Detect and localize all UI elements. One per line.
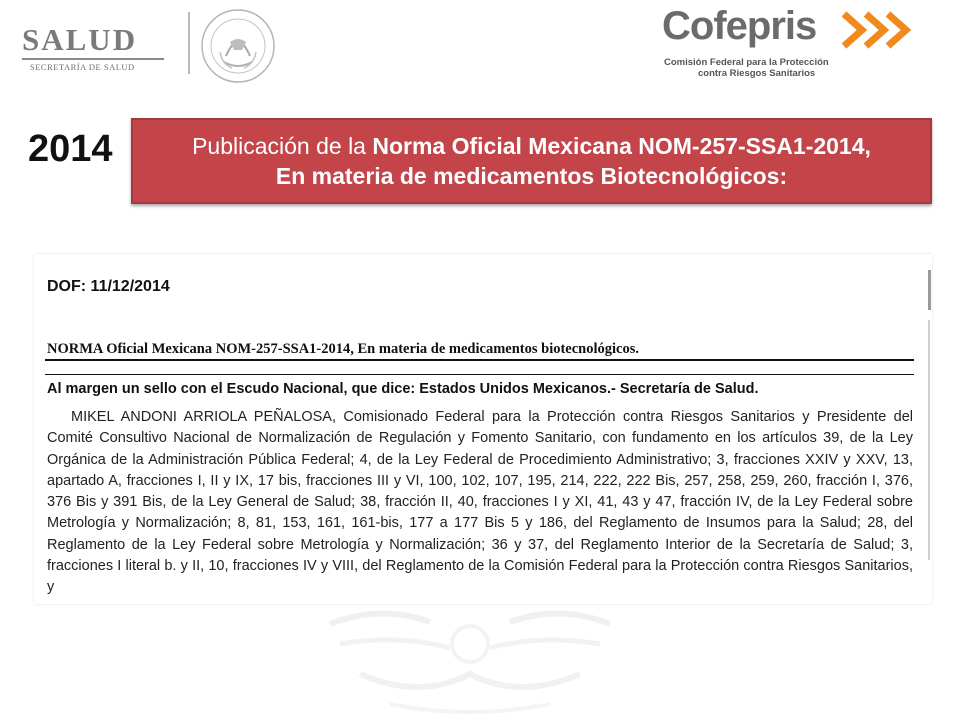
salud-logo-subtitle: SECRETARÍA DE SALUD (30, 62, 135, 72)
year-label: 2014 (28, 128, 113, 170)
cofepris-logo-word: Cofepris (662, 4, 817, 48)
dof-date: DOF: 11/12/2014 (47, 278, 170, 295)
banner-line1 (133, 131, 930, 161)
banner-subject: En materia de medicamentos Biotecnológicos: (275, 163, 788, 189)
margin-seal-note: Al margen un sello con el Escudo Nacional, que dice: Estados Unidos Mexicanos.- Secretaría de Salud. (47, 381, 759, 397)
cofepris-subtitle-line1: Comisión Federal para la Protección (664, 57, 829, 68)
document-body-paragraph: MIKEL ANDONI ARRIOLA PEÑALOSA, Comisionado Federal para la Protección contra Riesgos Sanitarios y Presidente del Comité Consultivo Nacional de Normalización de Regulación y Fomento Sanitario, con fundamento en los artículos 39, de la Ley Orgánica de la Administración Pública Federal; 4, de la Ley Federal de Procedimiento Administrativo; 3, fracciones XXIV y XXV, 13, apartado A, fracciones I, II y IX, 17 bis, fracciones III y VI, 100, 102, 107, 195, 214, 222, 222 Bis, 257, 258, 259, 260, fracción I, 376, 376 Bis y 391 Bis, de la Ley General de Salud; 38, fracción II, 40, fracciones I y XI, 41, 43 y 47, fracción IV, de la Ley Federal sobre Metrología y Normalización; 8, 81, 153, 161, 161-bis, 177 a 177 Bis 5 y 186, del Reglamento de Insumos para la Salud; 28, del Reglamento de la Ley Federal sobre Metrología y Normalización; 36 y 37, del Reglamento Interior de la Secretaría de Salud; 3, fracciones I literal b. y II, 10, fracciones IV y VIII, del Reglamento de la Comisión Federal para la Protección contra Riesgos Sanitarios, y (47, 409, 913, 596)
header-divider (188, 12, 190, 74)
cofepris-logo-subtitle (664, 57, 884, 79)
salud-logo-word: SALUD (22, 22, 138, 57)
scan-edge-mark (928, 270, 931, 310)
norma-title: NORMA Oficial Mexicana NOM-257-SSA1-2014, En materia de medicamentos biotecnológicos. (47, 341, 640, 357)
publication-banner (131, 118, 932, 204)
cofepris-subtitle-line2: contra Riesgos Sanitarios (698, 68, 816, 79)
banner-prefix: Publicación de la (192, 133, 373, 159)
national-seal-icon (198, 6, 278, 86)
salud-logo-rule (22, 58, 164, 60)
banner-norma-name: Norma Oficial Mexicana NOM-257-SSA1-2014, (372, 133, 871, 159)
cofepris-arrows-icon (842, 10, 918, 50)
banner-line2 (133, 161, 930, 191)
scan-edge-shadow (928, 320, 930, 560)
title-rule-top (45, 359, 914, 361)
eagle-watermark-icon (300, 604, 640, 720)
title-rule-bottom (45, 374, 914, 375)
